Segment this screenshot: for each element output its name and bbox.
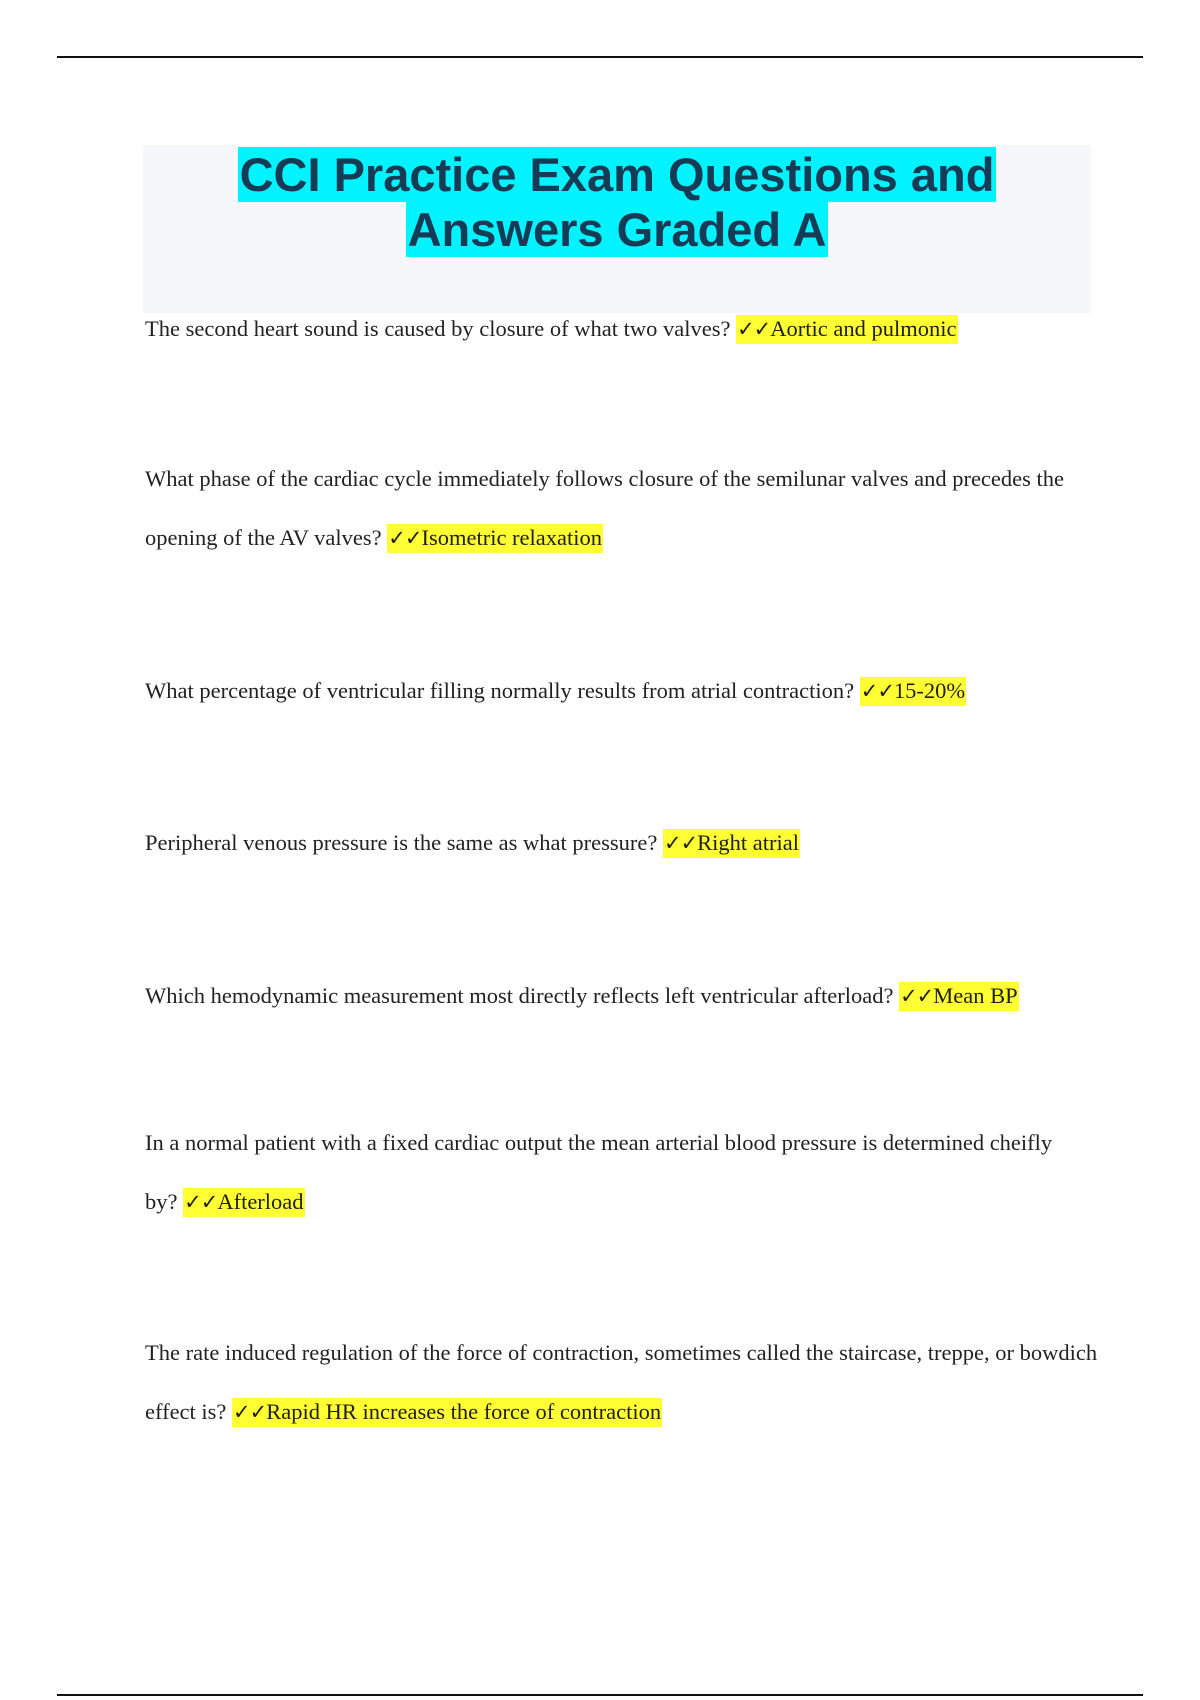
title-line-2: Answers Graded A <box>407 203 827 256</box>
top-rule <box>57 56 1143 58</box>
document-title <box>143 145 1091 313</box>
check-icon: ✓✓ <box>737 317 771 341</box>
answer-highlight <box>387 524 603 553</box>
answer-text: Mean BP <box>933 983 1018 1008</box>
bottom-rule <box>57 1694 1143 1696</box>
answer-text: 15-20% <box>893 678 966 703</box>
question-text: Which hemodynamic measurement most directly reflects left ventricular afterload? <box>145 983 894 1008</box>
question-text: What phase of the cardiac cycle immediately follows closure of the semilunar valves and precedes the opening of the AV valves? <box>145 466 1065 550</box>
answer-highlight <box>663 829 800 858</box>
check-icon: ✓✓ <box>184 1190 218 1214</box>
answer-highlight <box>899 982 1019 1011</box>
check-icon: ✓✓ <box>663 831 698 855</box>
qa-item-2 <box>145 449 1105 568</box>
answer-text: Afterload <box>217 1189 304 1214</box>
answer-highlight <box>183 1188 304 1217</box>
answer-text: Isometric relaxation <box>421 525 603 550</box>
check-icon: ✓✓ <box>233 1400 267 1424</box>
question-text: In a normal patient with a fixed cardiac output the mean arterial blood pressure is determined cheifly by? <box>145 1130 1053 1214</box>
question-text: What percentage of ventricular filling normally results from atrial contraction? <box>145 678 855 703</box>
answer-text: Aortic and pulmonic <box>770 316 957 341</box>
check-icon: ✓✓ <box>900 984 934 1008</box>
title-line-1: CCI Practice Exam Questions and <box>239 148 995 201</box>
question-text: The second heart sound is caused by closure of what two valves? <box>145 316 731 341</box>
qa-item-4 <box>145 813 1105 873</box>
qa-item-7 <box>145 1323 1105 1442</box>
answer-text: Rapid HR increases the force of contraction <box>266 1399 662 1424</box>
question-text: The rate induced regulation of the force of contraction, sometimes called the staircase, treppe, or bowdich effect is? <box>145 1340 1098 1424</box>
answer-highlight <box>736 315 957 344</box>
check-icon: ✓✓ <box>388 526 422 550</box>
question-text: Peripheral venous pressure is the same as what pressure? <box>145 830 658 855</box>
check-icon: ✓✓ <box>860 679 894 703</box>
answer-highlight <box>860 677 966 706</box>
answer-text: Right atrial <box>697 830 800 855</box>
qa-item-3 <box>145 661 1105 721</box>
answer-highlight <box>232 1398 662 1427</box>
qa-item-1 <box>145 299 1105 359</box>
qa-item-6 <box>145 1113 1075 1232</box>
qa-item-5 <box>145 966 1135 1026</box>
